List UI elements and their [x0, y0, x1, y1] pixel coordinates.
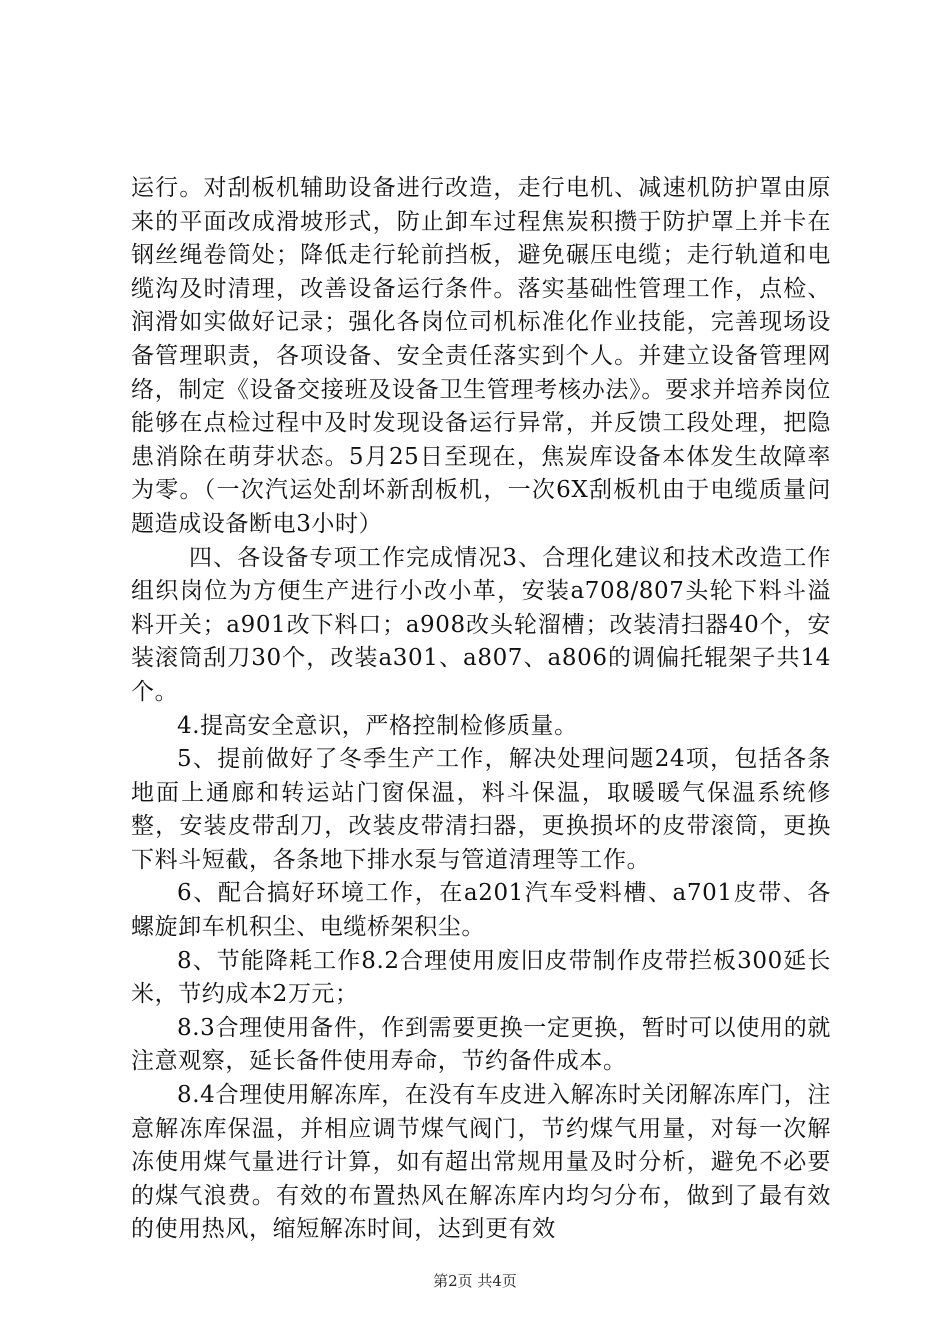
paragraph-spare-parts: 8.3合理使用备件，作到需要更换一定更换，暂时可以使用的就注意观察，延长备件使用寿命，节约备件成本。: [131, 1014, 831, 1075]
paragraph-energy-saving: 8、节能降耗工作8.2合理使用废旧皮带制作皮带拦板300延长米，节约成本2万元；: [131, 947, 831, 1008]
paragraph-equipment-improvement: 运行。对刮板机辅助设备进行改造，走行电机、减速机防护罩由原来的平面改成滑坡形式，防止卸车过程焦炭积攒于防护罩上并卡在钢丝绳卷筒处；降低走行轮前挡板，避免碾压电缆；走行轨道和电缆沟及时清理，改善设备运行条件。落实基础性管理工作，点检、润滑如实做好记录；强化各岗位司机标准化作业技能，完善现场设备管理职责，各项设备、安全责任落实到个人。并建立设备管理网络，制定《设备交接班及设备卫生管理考核办法》。要求并培养岗位能够在点检过程中及时发现设备运行异常，并反馈工段处理，把隐患消除在萌芽状态。5月25日至现在，焦炭库设备本体发生故障率为零。（一次汽运处刮坏新刮板机，一次6X刮板机由于电缆质量问题造成设备断电3小时）: [131, 175, 831, 537]
paragraph-thaw-storage: 8.4合理使用解冻库，在没有车皮进入解冻时关闭解冻库门，注意解冻库保温，并相应调节煤气阀门，节约煤气用量，对每一次解冻使用煤气量进行计算，如有超出常规用量及时分析，避免不必要的煤气浪费。有效的布置热风在解冻库内均匀分布，做到了最有效的使用热风，缩短解冻时间，达到更有效: [131, 1082, 831, 1243]
document-body: [131, 172, 831, 1247]
paragraph-environment-work: 6、配合搞好环境工作，在a201汽车受料槽、a701皮带、各螺旋卸车机积尘、电缆桥架积尘。: [131, 880, 831, 941]
paragraph-winter-production: 5、提前做好了冬季生产工作，解决处理问题24项，包括各条地面上通廊和转运站门窗保温，料斗保温，取暖暖气保温系统修整，安装皮带刮刀，改装皮带清扫器，更换损坏的皮带滚筒，更换下料斗短截，各条地下排水泵与管道清理等工作。: [131, 746, 831, 873]
page-number-footer: 第2页 共4页: [433, 1272, 517, 1290]
paragraph-safety-awareness: 4.提高安全意识，严格控制检修质量。: [177, 712, 578, 739]
paragraph-special-work-section: 四、各设备专项工作完成情况3、合理化建议和技术改造工作组织岗位为方便生产进行小改小革，安装a708/807头轮下料斗溢料开关；a901改下料口；a908改头轮溜槽；改装清扫器40个，安装滚筒刮刀30个，改装a301、a807、a806的调偏托辊架子共14个。: [131, 544, 831, 705]
